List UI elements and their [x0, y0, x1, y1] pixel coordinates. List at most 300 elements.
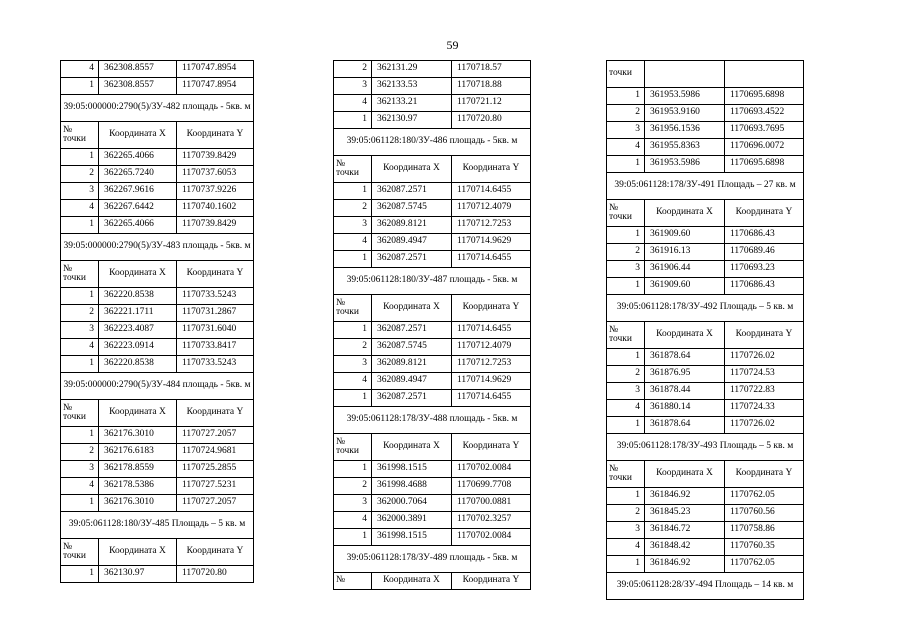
- coordinate-x: 361998.4688: [372, 478, 452, 495]
- coordinate-y: 1170762.05: [725, 488, 804, 505]
- coordinate-x: 362000.3891: [372, 512, 452, 529]
- parcel-title: 39:05:000000:2790(5)/ЗУ-482 площадь - 5кв. м: [61, 95, 254, 122]
- header-coordinate-y: Координата Y: [177, 122, 254, 149]
- table-row: [334, 217, 531, 234]
- table-row: [61, 427, 254, 444]
- point-number: 1: [61, 78, 99, 95]
- point-number: 3: [607, 261, 645, 278]
- header-row: [334, 295, 531, 322]
- coordinate-x: 361956.1536: [645, 122, 725, 139]
- table-row: [607, 156, 804, 173]
- table-row: [334, 234, 531, 251]
- coordinate-x: 362176.3010: [99, 495, 177, 512]
- coordinate-x: 361998.1515: [372, 461, 452, 478]
- coordinate-x: 362267.9616: [99, 183, 177, 200]
- table-row: [334, 200, 531, 217]
- table-row: [607, 349, 804, 366]
- coordinate-y: 1170739.8429: [177, 149, 254, 166]
- header-coordinate-x: Координата X: [372, 434, 452, 461]
- coordinate-y: 1170686.43: [725, 227, 804, 244]
- coordinate-x: 362178.8559: [99, 461, 177, 478]
- table-row: [334, 339, 531, 356]
- parcel-title: 39:05:061128:28/ЗУ-494 Площадь – 14 кв. м: [607, 573, 804, 600]
- coordinate-x: 362087.2571: [372, 251, 452, 268]
- header-row: [61, 539, 254, 566]
- header-coordinate-y: [725, 61, 804, 88]
- point-number: 2: [334, 339, 372, 356]
- coordinate-y: 1170727.2057: [177, 427, 254, 444]
- coordinate-y: 1170758.86: [725, 522, 804, 539]
- coordinates-table-right: [606, 60, 804, 600]
- coordinate-y: 1170722.83: [725, 383, 804, 400]
- table-row: [61, 288, 254, 305]
- page-number: 59: [446, 38, 459, 52]
- parcel-title-row: [61, 373, 254, 400]
- parcel-title: 39:05:061128:180/ЗУ-485 Площадь – 5 кв. м: [61, 512, 254, 539]
- table-row: [334, 322, 531, 339]
- header-row: [607, 200, 804, 227]
- table-row: [61, 495, 254, 512]
- table-row: [607, 88, 804, 105]
- coordinate-y: 1170737.6053: [177, 166, 254, 183]
- point-number: 1: [607, 278, 645, 295]
- header-coordinate-x: Координата X: [372, 573, 452, 590]
- coordinate-x: 361953.9160: [645, 105, 725, 122]
- header-coordinate-y: Координата Y: [725, 461, 804, 488]
- parcel-title: 39:05:000000:2790(5)/ЗУ-484 площадь - 5кв. м: [61, 373, 254, 400]
- header-coordinate-y: Координата Y: [725, 200, 804, 227]
- coordinate-x: 362131.29: [372, 61, 452, 78]
- coordinate-y: 1170693.23: [725, 261, 804, 278]
- coordinate-x: 362089.8121: [372, 356, 452, 373]
- coordinate-y: 1170747.8954: [177, 61, 254, 78]
- coordinate-y: 1170720.80: [452, 112, 531, 129]
- header-point-number: № точки: [607, 461, 645, 488]
- header-row: [61, 122, 254, 149]
- parcel-title-row: [607, 173, 804, 200]
- header-coordinate-x: Координата X: [99, 539, 177, 566]
- point-number: 3: [334, 217, 372, 234]
- table-row: [607, 522, 804, 539]
- coordinate-x: 361878.64: [645, 417, 725, 434]
- table-row: [607, 488, 804, 505]
- coordinate-y: 1170720.80: [177, 566, 254, 583]
- coordinate-x: 362133.53: [372, 78, 452, 95]
- header-row: [607, 61, 804, 88]
- table-row: [334, 356, 531, 373]
- point-number: 1: [334, 112, 372, 129]
- table-row: [607, 556, 804, 573]
- point-number: 1: [61, 356, 99, 373]
- point-number: 1: [607, 556, 645, 573]
- header-point-number: № точки: [607, 200, 645, 227]
- header-point-number: №: [334, 573, 372, 590]
- parcel-title-row: [61, 512, 254, 539]
- coordinate-x: 361909.60: [645, 227, 725, 244]
- coordinate-x: 362087.5745: [372, 339, 452, 356]
- table-row: [61, 566, 254, 583]
- point-number: 4: [334, 512, 372, 529]
- coordinate-y: 1170739.8429: [177, 217, 254, 234]
- coordinate-x: 362223.0914: [99, 339, 177, 356]
- coordinate-y: 1170693.4522: [725, 105, 804, 122]
- point-number: 3: [334, 495, 372, 512]
- point-number: 4: [61, 478, 99, 495]
- header-row: [334, 434, 531, 461]
- table-row: [334, 183, 531, 200]
- parcel-title-row: [607, 573, 804, 600]
- coordinate-x: 362130.97: [99, 566, 177, 583]
- point-number: 1: [607, 417, 645, 434]
- header-coordinate-x: [645, 61, 725, 88]
- header-row: [61, 261, 254, 288]
- coordinate-y: 1170714.6455: [452, 390, 531, 407]
- point-number: 1: [334, 251, 372, 268]
- point-number: 1: [61, 288, 99, 305]
- header-point-number: № точки: [334, 156, 372, 183]
- point-number: 1: [61, 217, 99, 234]
- coordinate-y: 1170689.46: [725, 244, 804, 261]
- point-number: 4: [334, 234, 372, 251]
- point-number: 2: [334, 200, 372, 217]
- header-coordinate-y: Координата Y: [452, 573, 531, 590]
- table-row: [607, 261, 804, 278]
- parcel-title: 39:05:061128:178/ЗУ-488 площадь - 5кв. м: [334, 407, 531, 434]
- coordinate-y: 1170718.88: [452, 78, 531, 95]
- table-row: [334, 529, 531, 546]
- table-row: [61, 200, 254, 217]
- coordinate-x: 361846.72: [645, 522, 725, 539]
- table-row: [61, 166, 254, 183]
- coordinate-y: 1170686.43: [725, 278, 804, 295]
- parcel-title: 39:05:061128:178/ЗУ-493 Площадь – 5 кв. м: [607, 434, 804, 461]
- coordinate-x: 361880.14: [645, 400, 725, 417]
- header-point-number: № точки: [334, 295, 372, 322]
- point-number: 1: [334, 183, 372, 200]
- point-number: 4: [607, 139, 645, 156]
- table-row: [334, 78, 531, 95]
- coordinate-x: 362221.1711: [99, 305, 177, 322]
- header-coordinate-x: Координата X: [645, 200, 725, 227]
- header-coordinate-x: Координата X: [99, 122, 177, 149]
- coordinate-x: 361846.92: [645, 556, 725, 573]
- coordinate-x: 362133.21: [372, 95, 452, 112]
- header-coordinate-y: Координата Y: [177, 539, 254, 566]
- table-row: [61, 461, 254, 478]
- point-number: 1: [607, 227, 645, 244]
- point-number: 2: [61, 166, 99, 183]
- coordinate-y: 1170714.6455: [452, 183, 531, 200]
- coordinate-y: 1170714.6455: [452, 322, 531, 339]
- point-number: 4: [61, 61, 99, 78]
- coordinate-x: 361878.64: [645, 349, 725, 366]
- table-row: [61, 356, 254, 373]
- coordinate-y: 1170695.6898: [725, 156, 804, 173]
- point-number: 1: [334, 322, 372, 339]
- coordinate-y: 1170714.9629: [452, 234, 531, 251]
- parcel-title: 39:05:061128:178/ЗУ-491 Площадь – 27 кв. м: [607, 173, 804, 200]
- coordinate-x: 361909.60: [645, 278, 725, 295]
- parcel-title-row: [607, 434, 804, 461]
- coordinate-x: 362265.4066: [99, 217, 177, 234]
- coordinate-y: 1170733.5243: [177, 288, 254, 305]
- coordinate-y: 1170747.8954: [177, 78, 254, 95]
- coordinate-x: 362176.6183: [99, 444, 177, 461]
- header-coordinate-x: Координата X: [372, 295, 452, 322]
- point-number: 3: [607, 122, 645, 139]
- coordinate-x: 361845.23: [645, 505, 725, 522]
- table-row: [334, 95, 531, 112]
- table-row: [334, 112, 531, 129]
- parcel-title-row: [334, 268, 531, 295]
- coordinate-y: 1170762.05: [725, 556, 804, 573]
- table-row: [607, 366, 804, 383]
- coordinate-x: 362223.4087: [99, 322, 177, 339]
- coordinate-x: 362220.8538: [99, 356, 177, 373]
- table-row: [607, 278, 804, 295]
- table-row: [61, 478, 254, 495]
- coordinate-x: 362087.2571: [372, 183, 452, 200]
- table-row: [61, 339, 254, 356]
- parcel-title: 39:05:000000:2790(5)/ЗУ-483 площадь - 5кв. м: [61, 234, 254, 261]
- point-number: 3: [61, 461, 99, 478]
- parcel-title-row: [61, 95, 254, 122]
- coordinate-y: 1170724.33: [725, 400, 804, 417]
- parcel-title-row: [334, 129, 531, 156]
- point-number: 2: [607, 366, 645, 383]
- point-number: 1: [607, 88, 645, 105]
- coordinate-y: 1170714.6455: [452, 251, 531, 268]
- coordinate-x: 362087.5745: [372, 200, 452, 217]
- table-row: [607, 400, 804, 417]
- coordinate-y: 1170726.02: [725, 417, 804, 434]
- point-number: 2: [334, 61, 372, 78]
- coordinate-x: 361955.8363: [645, 139, 725, 156]
- point-number: 4: [334, 95, 372, 112]
- table-row: [607, 539, 804, 556]
- coordinate-y: 1170699.7708: [452, 478, 531, 495]
- coordinate-y: 1170712.7253: [452, 217, 531, 234]
- coordinate-x: 362265.7240: [99, 166, 177, 183]
- coordinate-x: 362176.3010: [99, 427, 177, 444]
- coordinate-x: 362087.2571: [372, 322, 452, 339]
- coordinate-x: 361916.13: [645, 244, 725, 261]
- point-number: 3: [334, 356, 372, 373]
- point-number: 2: [607, 105, 645, 122]
- header-row: [607, 322, 804, 349]
- parcel-title: 39:05:061128:178/ЗУ-489 площадь - 5кв. м: [334, 546, 531, 573]
- table-row: [607, 122, 804, 139]
- coordinate-y: 1170731.2867: [177, 305, 254, 322]
- parcel-title-row: [607, 295, 804, 322]
- coordinate-x: 362000.7064: [372, 495, 452, 512]
- header-coordinate-x: Координата X: [99, 400, 177, 427]
- coordinate-x: 362178.5386: [99, 478, 177, 495]
- coordinate-x: 361848.42: [645, 539, 725, 556]
- coordinate-y: 1170718.57: [452, 61, 531, 78]
- point-number: 3: [334, 78, 372, 95]
- point-number: 1: [61, 149, 99, 166]
- header-row: [334, 573, 531, 590]
- header-coordinate-x: Координата X: [645, 461, 725, 488]
- header-coordinate-x: Координата X: [99, 261, 177, 288]
- point-number: 2: [607, 505, 645, 522]
- coordinate-y: 1170712.7253: [452, 356, 531, 373]
- coordinate-x: 362089.4947: [372, 373, 452, 390]
- parcel-title: 39:05:061128:178/ЗУ-492 Площадь – 5 кв. м: [607, 295, 804, 322]
- table-row: [607, 417, 804, 434]
- point-number: 2: [61, 444, 99, 461]
- parcel-title: 39:05:061128:180/ЗУ-487 площадь - 5кв. м: [334, 268, 531, 295]
- table-row: [607, 227, 804, 244]
- coordinate-y: 1170721.12: [452, 95, 531, 112]
- table-row: [334, 512, 531, 529]
- header-coordinate-x: Координата X: [372, 156, 452, 183]
- point-number: 1: [61, 495, 99, 512]
- point-number: 1: [607, 349, 645, 366]
- point-number: 1: [334, 461, 372, 478]
- point-number: 2: [607, 244, 645, 261]
- coordinate-y: 1170740.1602: [177, 200, 254, 217]
- coordinate-y: 1170700.0881: [452, 495, 531, 512]
- coordinate-y: 1170714.9629: [452, 373, 531, 390]
- table-row: [61, 183, 254, 200]
- point-number: 1: [61, 566, 99, 583]
- coordinate-x: 362308.8557: [99, 78, 177, 95]
- coordinate-x: 362089.8121: [372, 217, 452, 234]
- coordinate-x: 361953.5986: [645, 88, 725, 105]
- coordinates-table-middle: [333, 60, 531, 590]
- header-row: [61, 400, 254, 427]
- coordinate-y: 1170726.02: [725, 349, 804, 366]
- table-row: [334, 495, 531, 512]
- point-number: 1: [334, 390, 372, 407]
- point-number: 4: [61, 200, 99, 217]
- coordinate-x: 362087.2571: [372, 390, 452, 407]
- coordinates-table-left: [60, 60, 254, 583]
- point-number: 3: [607, 522, 645, 539]
- table-row: [607, 105, 804, 122]
- point-number: 2: [61, 305, 99, 322]
- header-point-number: № точки: [607, 322, 645, 349]
- header-point-number: № точки: [61, 539, 99, 566]
- header-coordinate-y: Координата Y: [452, 295, 531, 322]
- coordinate-y: 1170693.7695: [725, 122, 804, 139]
- coordinate-x: 362308.8557: [99, 61, 177, 78]
- table-row: [607, 383, 804, 400]
- coordinate-y: 1170760.35: [725, 539, 804, 556]
- table-row: [61, 322, 254, 339]
- coordinate-y: 1170731.6040: [177, 322, 254, 339]
- header-point-number: точки: [607, 61, 645, 88]
- coordinate-x: 362089.4947: [372, 234, 452, 251]
- coordinate-y: 1170724.53: [725, 366, 804, 383]
- coordinate-x: 361876.95: [645, 366, 725, 383]
- table-row: [334, 251, 531, 268]
- point-number: 1: [334, 529, 372, 546]
- point-number: 4: [607, 400, 645, 417]
- coordinate-x: 362267.6442: [99, 200, 177, 217]
- coordinate-y: 1170702.0084: [452, 461, 531, 478]
- header-coordinate-y: Координата Y: [452, 434, 531, 461]
- header-point-number: № точки: [61, 122, 99, 149]
- header-row: [334, 156, 531, 183]
- coordinate-x: 361998.1515: [372, 529, 452, 546]
- coordinate-y: 1170727.5231: [177, 478, 254, 495]
- parcel-title-row: [334, 546, 531, 573]
- point-number: 4: [61, 339, 99, 356]
- coordinate-y: 1170696.0072: [725, 139, 804, 156]
- coordinate-y: 1170760.56: [725, 505, 804, 522]
- coordinate-y: 1170727.2057: [177, 495, 254, 512]
- header-point-number: № точки: [61, 261, 99, 288]
- coordinate-y: 1170712.4079: [452, 200, 531, 217]
- table-row: [607, 505, 804, 522]
- coordinate-y: 1170695.6898: [725, 88, 804, 105]
- coordinate-x: 362130.97: [372, 112, 452, 129]
- coordinate-x: 361878.44: [645, 383, 725, 400]
- coordinate-y: 1170733.8417: [177, 339, 254, 356]
- coordinate-y: 1170702.0084: [452, 529, 531, 546]
- table-row: [61, 217, 254, 234]
- coordinate-y: 1170725.2855: [177, 461, 254, 478]
- table-row: [334, 478, 531, 495]
- point-number: 1: [61, 427, 99, 444]
- point-number: 3: [61, 183, 99, 200]
- parcel-title-row: [61, 234, 254, 261]
- point-number: 1: [607, 156, 645, 173]
- coordinate-x: 362265.4066: [99, 149, 177, 166]
- point-number: 3: [607, 383, 645, 400]
- coordinate-x: 361953.5986: [645, 156, 725, 173]
- table-row: [334, 390, 531, 407]
- coordinate-x: 362220.8538: [99, 288, 177, 305]
- coordinate-y: 1170724.9681: [177, 444, 254, 461]
- table-row: [607, 244, 804, 261]
- coordinate-y: 1170737.9226: [177, 183, 254, 200]
- coordinate-y: 1170733.5243: [177, 356, 254, 373]
- table-row: [334, 461, 531, 478]
- header-point-number: № точки: [61, 400, 99, 427]
- table-row: [334, 373, 531, 390]
- header-coordinate-y: Координата Y: [452, 156, 531, 183]
- point-number: 3: [61, 322, 99, 339]
- header-coordinate-x: Координата X: [645, 322, 725, 349]
- coordinate-y: 1170712.4079: [452, 339, 531, 356]
- header-row: [607, 461, 804, 488]
- header-coordinate-y: Координата Y: [177, 261, 254, 288]
- header-point-number: № точки: [334, 434, 372, 461]
- table-row: [61, 149, 254, 166]
- table-row: [607, 139, 804, 156]
- table-row: [61, 61, 254, 78]
- parcel-title-row: [334, 407, 531, 434]
- point-number: 4: [607, 539, 645, 556]
- coordinate-x: 361906.44: [645, 261, 725, 278]
- coordinate-x: 361846.92: [645, 488, 725, 505]
- coordinate-y: 1170702.3257: [452, 512, 531, 529]
- point-number: 2: [334, 478, 372, 495]
- table-row: [61, 305, 254, 322]
- table-row: [61, 444, 254, 461]
- point-number: 4: [334, 373, 372, 390]
- header-coordinate-y: Координата Y: [725, 322, 804, 349]
- header-coordinate-y: Координата Y: [177, 400, 254, 427]
- point-number: 1: [607, 488, 645, 505]
- parcel-title: 39:05:061128:180/ЗУ-486 площадь - 5кв. м: [334, 129, 531, 156]
- table-row: [334, 61, 531, 78]
- table-row: [61, 78, 254, 95]
